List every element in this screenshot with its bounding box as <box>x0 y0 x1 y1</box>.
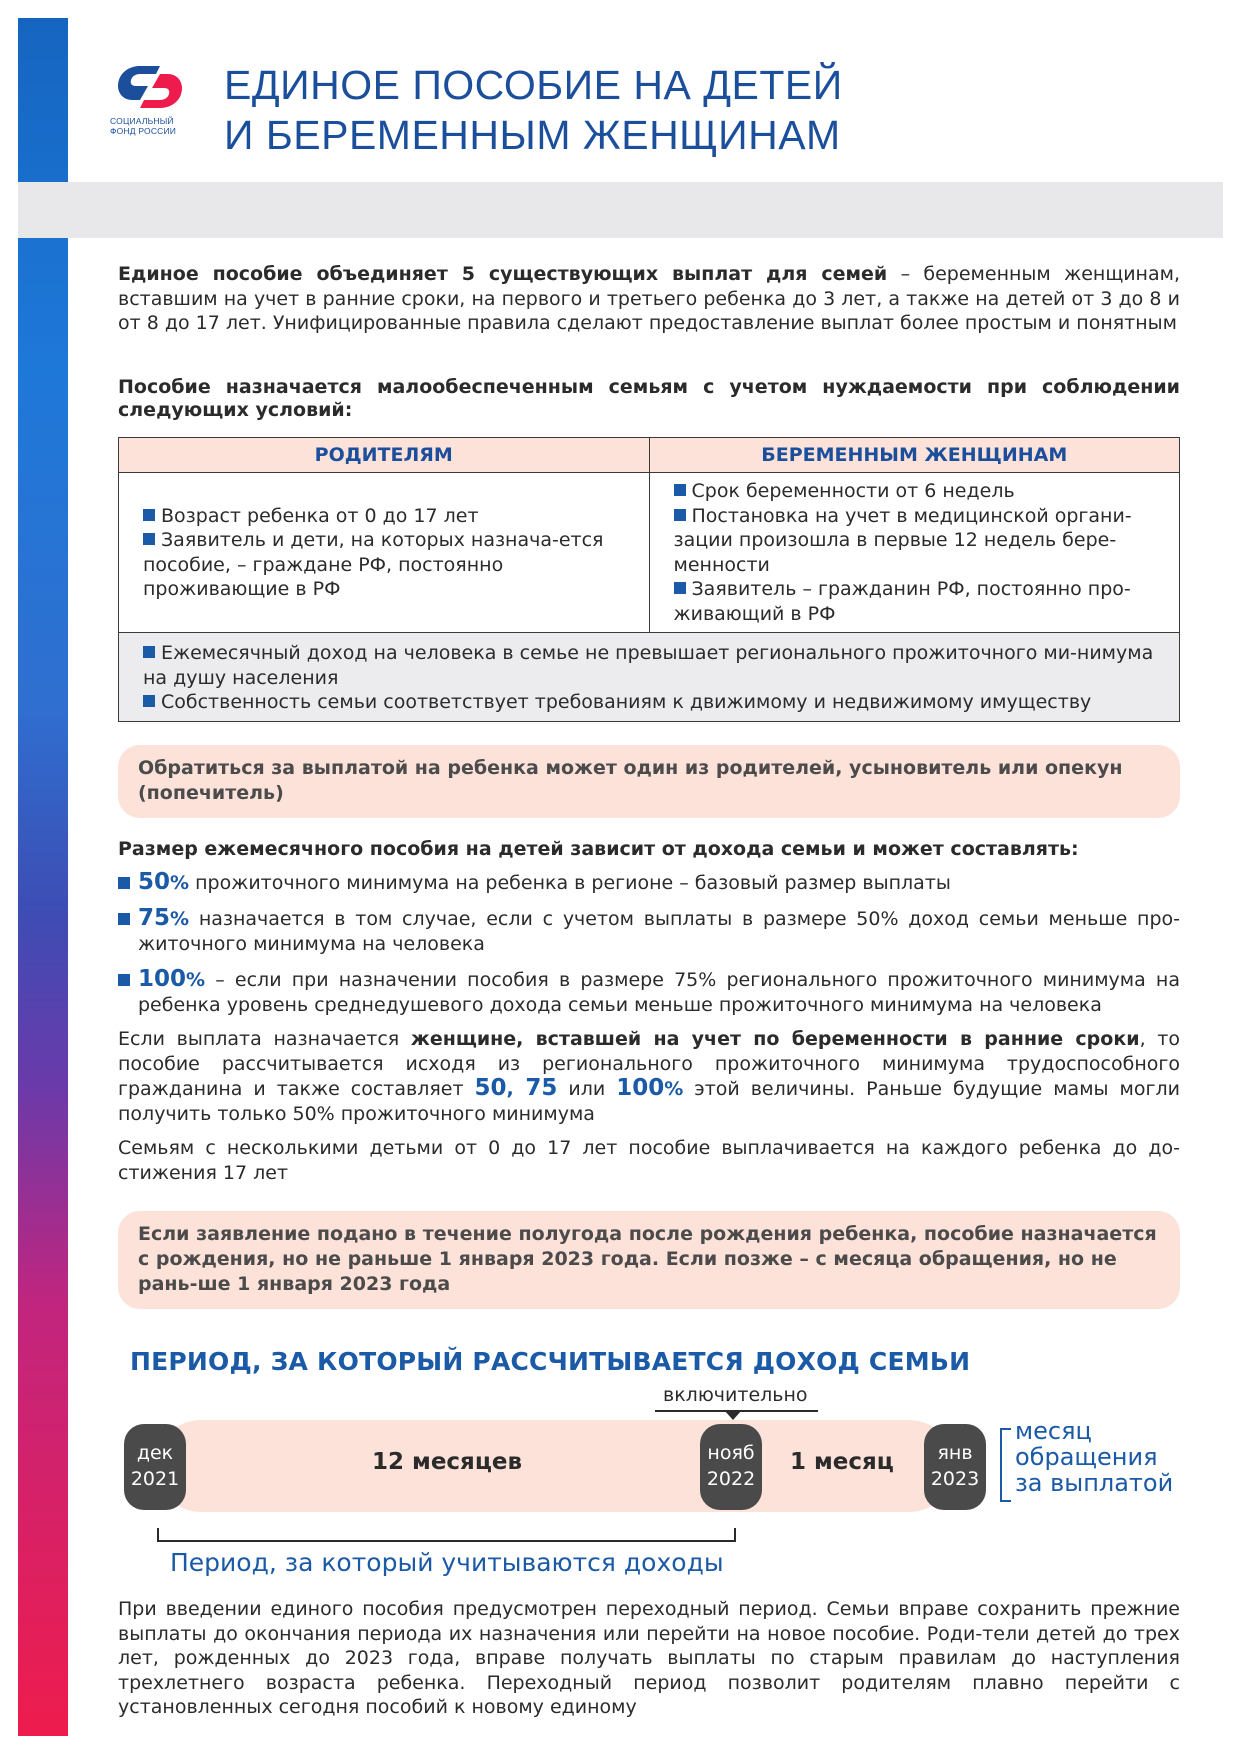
pill-month: нояб <box>707 1442 755 1464</box>
title-line-1: ЕДИНОЕ ПОСОБИЕ НА ДЕТЕЙ <box>224 62 843 108</box>
period-section-title: ПЕРИОД, ЗА КОТОРЫЙ РАССЧИТЫВАЕТСЯ ДОХОД СЕМЬИ <box>130 1347 971 1376</box>
title-line-2: И БЕРЕМЕННЫМ ЖЕНЩИНАМ <box>224 112 841 158</box>
list-item <box>143 641 1169 690</box>
note-date-box <box>118 1211 1180 1309</box>
pregnant-text-2: , то пособие рассчитывается исходя из регионального прожиточного минимума трудоспособного гражданина и также составляет <box>118 1028 1180 1100</box>
pill-month: дек <box>136 1442 174 1464</box>
intro-section <box>118 262 1180 336</box>
conditions-heading-wrap <box>118 376 1180 422</box>
list-item-text: Срок беременности от 6 недель <box>691 480 1015 502</box>
apply-line: месяц <box>1015 1417 1092 1445</box>
pill-year: 2022 <box>706 1468 756 1490</box>
pregnant-bold: женщине, вставшей на учет по беременности в ранние сроки <box>410 1028 1140 1050</box>
size-percent-number: 50 <box>138 868 171 895</box>
list-item <box>143 504 635 529</box>
span-1-month: 1 месяц <box>790 1449 894 1475</box>
income-period-brace <box>157 1528 736 1542</box>
pregnant-text-1: Если выплата назначается <box>118 1028 411 1050</box>
list-item-text: Заявитель – гражданин РФ, постоянно про-живающий в РФ <box>673 578 1131 625</box>
inclusive-pointer-icon <box>724 1410 742 1420</box>
sfr-logo-icon <box>110 60 190 114</box>
apply-line: за выплатой <box>1015 1469 1174 1497</box>
size-item-text: – если при назначении пособия в размере 75% регионального прожиточного минимума на ребенка уровень среднедушевого дохода семьи меньше прожиточного минимума на человека <box>138 969 1180 1016</box>
apply-line: обращения <box>1015 1443 1158 1471</box>
size-section <box>118 837 1180 1185</box>
col-pregnant-header: БЕРЕМЕННЫМ ЖЕНЩИНАМ <box>649 438 1180 473</box>
pregnant-cell <box>649 473 1180 633</box>
note-apply-box <box>118 745 1180 818</box>
size-percent-number: 75 <box>138 905 171 931</box>
bullet-square-icon <box>118 877 130 889</box>
page-title <box>224 60 843 160</box>
bullet-square-icon <box>118 913 130 925</box>
pregnant-percents <box>474 1075 558 1101</box>
bullet-square-icon <box>674 582 686 594</box>
month-pill-end <box>924 1424 986 1510</box>
bullet-square-icon <box>674 484 686 496</box>
col-parents-header: РОДИТЕЛЯМ <box>119 438 650 473</box>
size-item <box>118 967 1180 1017</box>
apply-bracket <box>1000 1428 1011 1502</box>
size-percent-sign: % <box>170 871 190 894</box>
common-conditions-cell <box>119 633 1180 722</box>
bullet-square-icon <box>118 974 130 986</box>
list-item-text: Постановка на учет в медицинской органи-зации произошла в первые 12 недель бере-менности <box>673 504 1132 576</box>
size-percent-sign: % <box>186 969 206 991</box>
list-item-text: Собственность семьи соответствует требованиям к движимому и недвижимому имуществу <box>161 691 1092 713</box>
conditions-heading: Пособие назначается малообеспеченным семьям с учетом нуждаемости при соблюдении следующих условий: <box>118 376 1180 421</box>
size-heading: Размер ежемесячного пособия на детей зависит от дохода семьи и может составлять: <box>118 838 1079 860</box>
size-item-text: назначается в том случае, если с учетом выплаты в размере 50% доход семьи меньше про-житочного минимума на человека <box>138 908 1180 955</box>
list-item <box>674 504 1166 578</box>
list-item <box>674 577 1166 626</box>
percent-sep: , <box>506 1078 526 1100</box>
header-band <box>18 182 1223 238</box>
span-12-months: 12 месяцев <box>372 1449 523 1475</box>
parents-cell <box>119 473 650 633</box>
percent-number: 50 <box>474 1075 507 1101</box>
bullet-square-icon <box>674 509 686 521</box>
size-item <box>118 906 1180 956</box>
percent-number: 100 <box>616 1075 665 1101</box>
size-percent-number: 100 <box>138 966 187 992</box>
list-item <box>143 690 1169 715</box>
month-pill-mid <box>700 1424 762 1510</box>
pregnant-paragraph <box>118 1027 1180 1126</box>
size-percent <box>138 868 190 895</box>
size-percent <box>138 966 206 992</box>
conditions-table-wrap <box>118 437 1180 722</box>
intro-paragraph <box>118 262 1180 336</box>
bullet-square-icon <box>143 533 155 545</box>
list-item <box>674 479 1166 504</box>
transition-section <box>118 1597 1180 1720</box>
pregnant-percent-100 <box>616 1075 684 1101</box>
bullet-square-icon <box>143 646 155 658</box>
list-item-text: Ежемесячный доход на человека в семье не превышает регионального прожиточного ми-нимума на душу населения <box>143 642 1154 689</box>
percent-sign: % <box>664 1078 684 1100</box>
list-item-text: Возраст ребенка от 0 до 17 лет <box>161 504 479 527</box>
gradient-sidebar <box>18 18 68 1736</box>
percent-number: 75 <box>525 1075 558 1101</box>
pill-month: янв <box>937 1442 973 1464</box>
pill-year: 2021 <box>130 1468 180 1490</box>
sfr-logo <box>110 60 200 136</box>
logo-caption: СОЦИАЛЬНЫЙ ФОНД РОССИИ <box>110 116 177 136</box>
list-item-text: Заявитель и дети, на которых назнача-ется пособие, – граждане РФ, постоянно проживающие в РФ <box>143 529 604 600</box>
size-percent <box>138 905 190 931</box>
inclusive-label: включительно <box>663 1384 808 1406</box>
size-item <box>118 870 1180 896</box>
pill-year: 2023 <box>930 1468 980 1490</box>
intro-text: – беременным женщинам, вставшим на учет в ранние сроки, на первого и третьего ребенка до 3 лет, а также на детей от 3 до 8 и от 8 до 17 лет. Унифицированные правила сделают предоставление выплат более простым и понятным <box>118 263 1180 334</box>
bullet-square-icon <box>143 695 155 707</box>
income-period-caption: Период, за который учитываются доходы <box>170 1548 724 1577</box>
intro-bold: Единое пособие объединяет 5 существующих выплат для семей <box>118 263 888 285</box>
percent-sep: или <box>557 1078 617 1100</box>
list-item <box>143 528 635 602</box>
families-paragraph: Семьям с несколькими детьми от 0 до 17 лет пособие выплачивается на каждого ребенка до до-стижения 17 лет <box>118 1137 1180 1184</box>
bullet-square-icon <box>143 509 155 521</box>
note-date-text: Если заявление подано в течение полугода после рождения ребенка, пособие назначается с рождения, но не раньше 1 января 2023 года. Если позже – с месяца обращения, но не рань-ше 1 января 2023 года <box>138 1223 1157 1295</box>
month-apply-label <box>1015 1418 1173 1496</box>
note-apply-text: Обратиться за выплатой на ребенка может один из родителей, усыновитель или опекун (попечитель) <box>138 757 1123 804</box>
size-percent-sign: % <box>170 908 190 930</box>
transition-paragraph: При введении единого пособия предусмотрен переходный период. Семьи вправе сохранить прежние выплаты до окончания периода их назначения или перейти на новое пособие. Роди-тели детей до трех лет, рожденных до 2023 года, вправе получать выплаты по старым правилам до наступления трехлетнего возраста ребенка. Переходный период позволит родителям плавно перейти с установленных сегодня пособий к новому единому <box>118 1598 1180 1718</box>
conditions-table <box>118 437 1180 722</box>
size-item-text: прожиточного минимума на ребенка в регионе – базовый размер выплаты <box>189 871 951 894</box>
pregnant-text-3: этой величины. Раньше будущие мамы могли получить только 50% прожиточного минимума <box>118 1078 1180 1125</box>
month-pill-start <box>124 1424 186 1510</box>
